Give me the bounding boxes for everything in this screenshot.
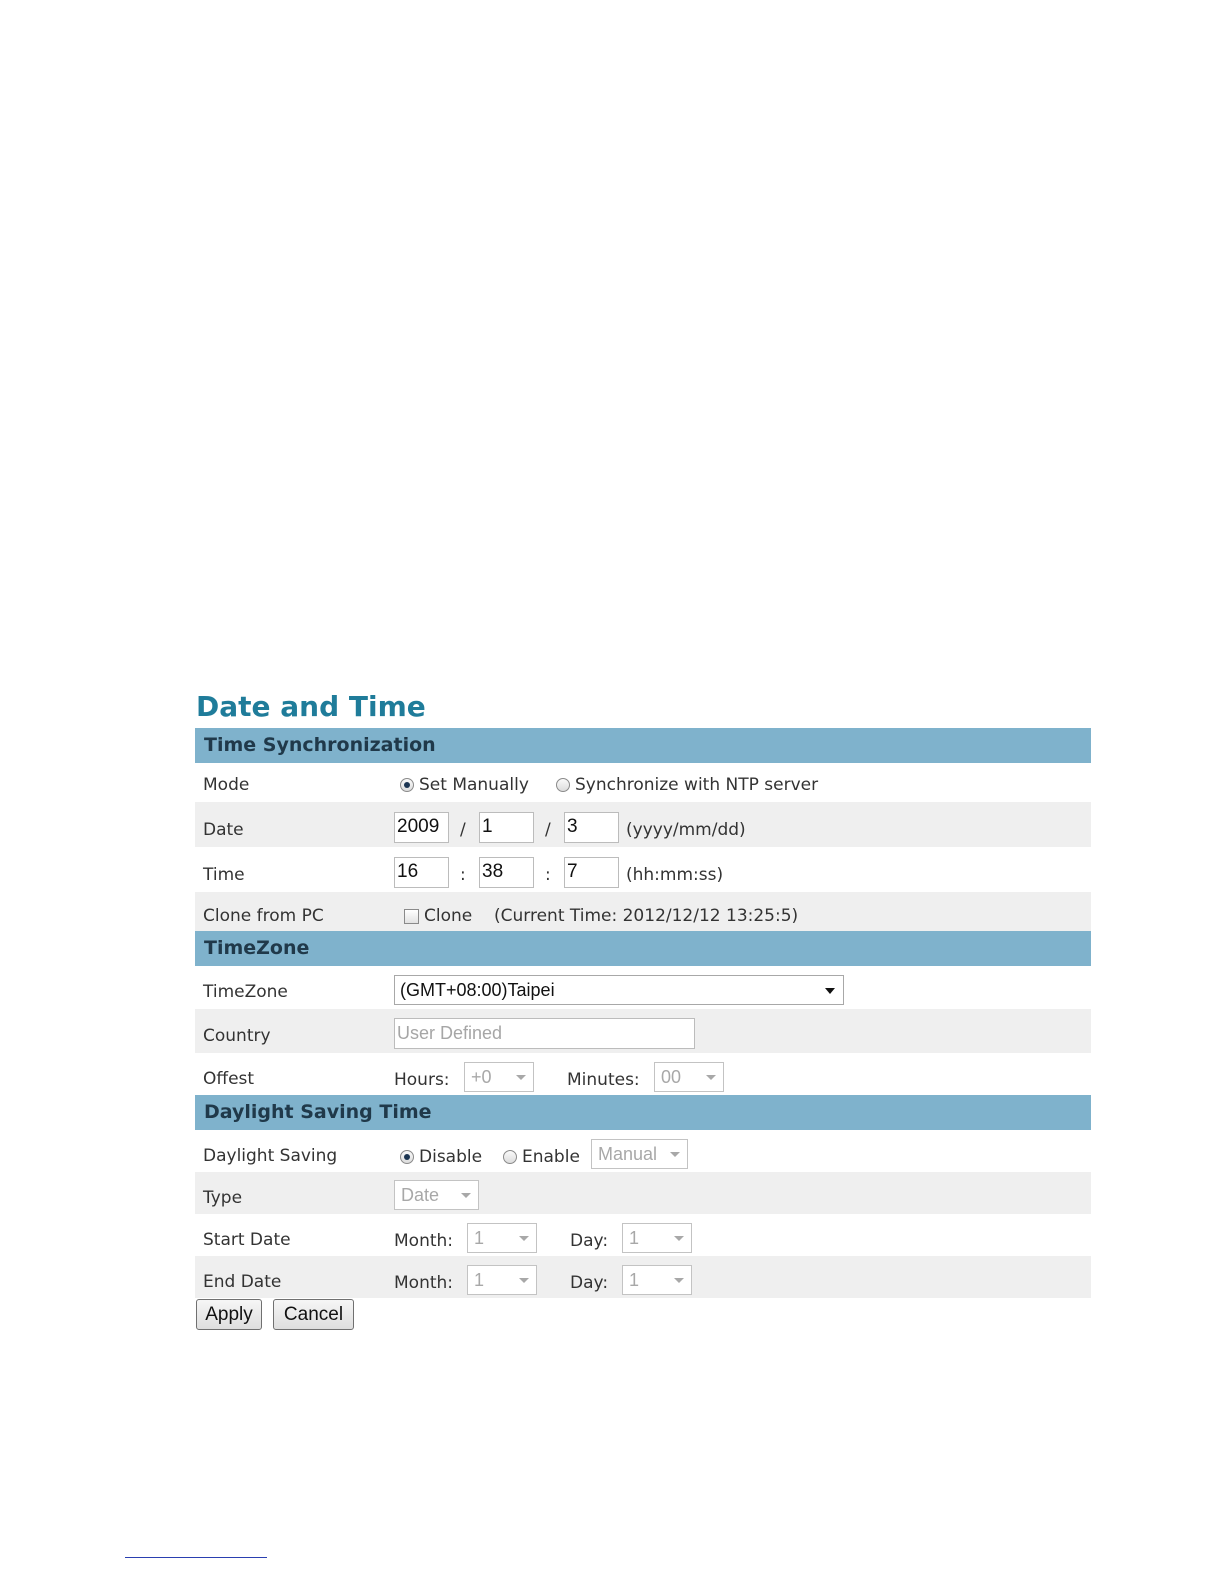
time-format-hint: (hh:mm:ss) [626,865,724,885]
radio-unselected-icon[interactable] [503,1150,517,1164]
end-month-value: 1 [474,1270,485,1290]
row-timezone [195,966,1091,1009]
clone-checkbox[interactable] [404,906,472,926]
end-day-label: Day: [570,1273,609,1293]
row-type [195,1172,1091,1214]
row-country [195,1009,1091,1053]
page-title: Date and Time [196,690,426,723]
dropdown-arrow-icon [825,988,835,994]
type-label: Type [203,1188,243,1208]
time-separator: : [460,865,466,885]
date-separator: / [545,820,551,840]
end-month-select[interactable] [467,1265,537,1295]
date-year-input[interactable]: 2009 [394,812,449,843]
offset-hours-value: +0 [471,1067,492,1087]
dropdown-arrow-icon [706,1075,716,1080]
dst-mode-select[interactable] [591,1139,688,1169]
dropdown-arrow-icon [519,1278,529,1283]
end-day-select[interactable] [622,1265,692,1295]
radio-set-manually-label: Set Manually [419,775,529,795]
time-separator: : [545,865,551,885]
end-date-label: End Date [203,1272,282,1292]
radio-dst-disable-label: Disable [419,1147,483,1167]
row-daylight-saving [195,1130,1091,1172]
start-month-select[interactable] [467,1223,537,1253]
footnote-rule [125,1557,267,1558]
timezone-select[interactable] [394,975,844,1005]
dropdown-arrow-icon [674,1278,684,1283]
dropdown-arrow-icon [516,1075,526,1080]
time-minute-input[interactable]: 38 [479,857,534,888]
minutes-label: Minutes: [567,1070,640,1090]
offset-minutes-select[interactable] [654,1062,724,1092]
radio-set-manually[interactable] [400,775,529,795]
dropdown-arrow-icon [461,1193,471,1198]
radio-unselected-icon[interactable] [556,778,570,792]
section-header-daylight-saving: Daylight Saving Time [195,1095,1091,1130]
row-offset [195,1053,1091,1095]
start-day-select[interactable] [622,1223,692,1253]
time-label: Time [203,865,245,885]
start-day-value: 1 [629,1228,640,1248]
section-header-time-sync: Time Synchronization [195,728,1091,763]
radio-dst-enable[interactable] [503,1147,580,1167]
clone-checkbox-label: Clone [424,906,473,926]
radio-dst-enable-label: Enable [522,1147,580,1167]
row-clone [195,892,1091,931]
section-header-timezone: TimeZone [195,931,1091,966]
radio-ntp-server[interactable] [556,775,818,795]
start-day-label: Day: [570,1231,609,1251]
end-month-label: Month: [394,1273,454,1293]
current-time-text: (Current Time: 2012/12/12 13:25:5) [494,906,799,926]
radio-dst-disable[interactable] [400,1147,482,1167]
end-day-value: 1 [629,1270,640,1290]
date-day-input[interactable]: 3 [564,812,619,843]
time-hour-input[interactable]: 16 [394,857,449,888]
daylight-saving-label: Daylight Saving [203,1146,338,1166]
row-start-date [195,1214,1091,1256]
dropdown-arrow-icon [670,1152,680,1157]
apply-button[interactable]: Apply [196,1299,262,1330]
start-month-value: 1 [474,1228,485,1248]
row-mode [195,763,1091,802]
mode-label: Mode [203,775,250,795]
country-label: Country [203,1026,271,1046]
row-date [195,802,1091,847]
start-date-label: Start Date [203,1230,291,1250]
row-end-date [195,1256,1091,1298]
offset-label: Offest [203,1069,255,1089]
country-input[interactable]: User Defined [394,1018,695,1049]
timezone-value: (GMT+08:00)Taipei [400,980,555,1000]
row-time [195,847,1091,892]
cancel-button[interactable]: Cancel [273,1299,354,1330]
offset-minutes-value: 00 [661,1067,682,1087]
start-month-label: Month: [394,1231,454,1251]
date-label: Date [203,820,244,840]
dst-mode-value: Manual [598,1144,658,1164]
radio-selected-icon[interactable] [400,1150,414,1164]
dst-type-select[interactable] [394,1180,479,1210]
dropdown-arrow-icon [674,1236,684,1241]
date-separator: / [460,820,466,840]
date-format-hint: (yyyy/mm/dd) [626,820,746,840]
radio-selected-icon[interactable] [400,778,414,792]
dropdown-arrow-icon [519,1236,529,1241]
dst-type-value: Date [401,1185,440,1205]
time-second-input[interactable]: 7 [564,857,619,888]
offset-hours-select[interactable] [464,1062,534,1092]
timezone-label: TimeZone [203,982,288,1002]
date-month-input[interactable]: 1 [479,812,534,843]
hours-label: Hours: [394,1070,450,1090]
checkbox-icon[interactable] [404,909,419,924]
clone-label: Clone from PC [203,906,324,926]
radio-ntp-server-label: Synchronize with NTP server [575,775,819,795]
